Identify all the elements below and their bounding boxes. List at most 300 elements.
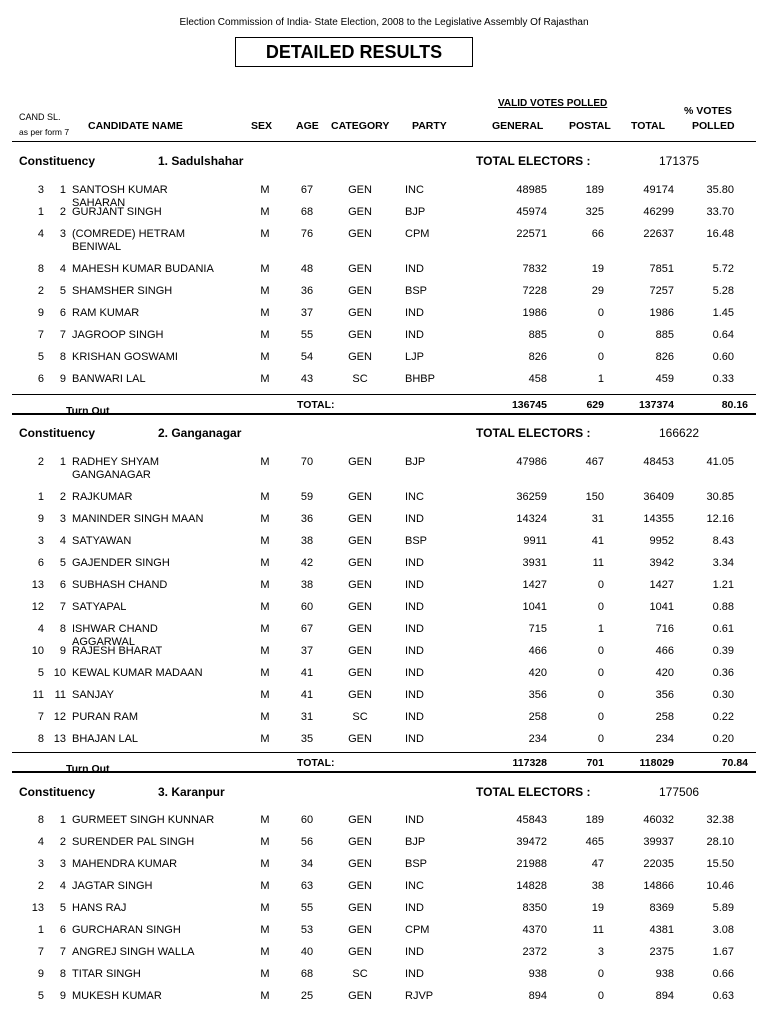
candidate-name: TITAR SINGH <box>72 968 141 980</box>
general-votes: 3931 <box>522 557 547 569</box>
sex: M <box>260 880 270 892</box>
category: GEN <box>348 667 372 679</box>
postal-votes: 0 <box>597 601 604 613</box>
category: GEN <box>348 535 372 547</box>
postal-votes: 0 <box>597 990 604 1002</box>
total-votes: 466 <box>655 645 674 657</box>
vote-percent: 0.22 <box>712 711 734 723</box>
candidate-row <box>0 814 768 828</box>
postal-votes: 19 <box>591 902 604 914</box>
category-header: CATEGORY <box>331 120 390 132</box>
category: GEN <box>348 858 372 870</box>
candidate-name: KRISHAN GOSWAMI <box>72 351 178 363</box>
candidate-name: GAJENDER SINGH <box>72 557 170 569</box>
candidate-row <box>0 307 768 321</box>
category: GEN <box>348 924 372 936</box>
category: GEN <box>348 228 372 240</box>
cand-number: 12 <box>31 601 44 613</box>
party: IND <box>405 263 424 275</box>
total-label: TOTAL: <box>297 399 335 411</box>
candidate-name: HANS RAJ <box>72 902 127 914</box>
party: IND <box>405 814 424 826</box>
cand-number: 11 <box>32 689 44 701</box>
total-votes: 459 <box>655 373 674 385</box>
sex: M <box>260 535 270 547</box>
sex: M <box>260 836 270 848</box>
serial-number: 13 <box>53 733 66 745</box>
vote-percent: 0.64 <box>712 329 734 341</box>
total-top-rule <box>12 752 756 753</box>
general-votes: 894 <box>528 990 547 1002</box>
total-votes: 36409 <box>643 491 674 503</box>
category: GEN <box>348 579 372 591</box>
candidate-row <box>0 645 768 659</box>
category: GEN <box>348 689 372 701</box>
serial-number: 7 <box>59 946 66 958</box>
pct-votes-header: % VOTES <box>684 105 732 117</box>
age: 37 <box>300 645 314 657</box>
age: 37 <box>300 307 314 319</box>
age: 70 <box>300 456 314 468</box>
candidate-name: MANINDER SINGH MAAN <box>72 513 204 525</box>
serial-number: 5 <box>59 902 66 914</box>
category: SC <box>352 968 368 980</box>
total-votes: 2375 <box>649 946 674 958</box>
turnout-label: Turn Out <box>66 763 110 775</box>
total-bottom-rule <box>12 413 756 415</box>
category: GEN <box>348 902 372 914</box>
candidate-row <box>0 285 768 299</box>
vote-percent: 3.08 <box>712 924 734 936</box>
total-votes: 234 <box>655 733 674 745</box>
party: BSP <box>405 535 428 547</box>
vote-percent: 8.43 <box>712 535 734 547</box>
category: GEN <box>348 184 372 196</box>
party: BHBP <box>405 373 435 385</box>
vote-percent: 0.33 <box>712 373 734 385</box>
serial-number: 6 <box>59 924 66 936</box>
serial-number: 9 <box>59 990 66 1002</box>
cand-number: 4 <box>37 836 44 848</box>
category: GEN <box>348 645 372 657</box>
postal-votes: 465 <box>585 836 604 848</box>
sex: M <box>260 206 270 218</box>
party: BSP <box>405 285 428 297</box>
postal-votes: 0 <box>597 351 604 363</box>
vote-percent: 0.36 <box>712 667 734 679</box>
cand-number: 9 <box>37 513 44 525</box>
postal-votes: 189 <box>585 184 604 196</box>
candidate-name: SANJAY <box>72 689 114 701</box>
postal-votes: 325 <box>585 206 604 218</box>
party: IND <box>405 946 424 958</box>
party-header: PARTY <box>412 120 447 132</box>
total-votes: 1427 <box>649 579 674 591</box>
age: 34 <box>300 858 314 870</box>
total-votes: 22637 <box>643 228 674 240</box>
cand-number: 6 <box>37 373 44 385</box>
category: SC <box>352 711 368 723</box>
vote-percent: 5.72 <box>712 263 734 275</box>
general-votes: 45843 <box>516 814 547 826</box>
cand-number: 7 <box>37 946 44 958</box>
party: IND <box>405 601 424 613</box>
vote-percent: 15.50 <box>706 858 734 870</box>
candidate-name: JAGTAR SINGH <box>72 880 153 892</box>
candidate-row <box>0 689 768 703</box>
vote-percent: 0.88 <box>712 601 734 613</box>
age: 68 <box>300 206 314 218</box>
serial-number: 6 <box>59 579 66 591</box>
sex: M <box>260 285 270 297</box>
total-votes: 938 <box>655 968 674 980</box>
total-bottom-rule <box>12 771 756 773</box>
polled-header: POLLED <box>692 120 735 132</box>
candidate-name: SANTOSH KUMAR SAHARAN <box>72 184 168 209</box>
candidate-row <box>0 535 768 549</box>
turnout-value: 80.16 <box>721 399 748 411</box>
general-votes: 1986 <box>522 307 547 319</box>
candidate-name: BHAJAN LAL <box>72 733 139 745</box>
cand-number: 5 <box>37 990 44 1002</box>
general-votes: 466 <box>528 645 547 657</box>
candidate-row <box>0 968 768 982</box>
cand-number: 4 <box>37 623 44 635</box>
sex: M <box>260 968 270 980</box>
candidate-name: SATYAPAL <box>72 601 127 613</box>
age: 54 <box>300 351 314 363</box>
cand-sl-header: CAND SL. <box>19 112 61 122</box>
serial-number: 5 <box>59 285 66 297</box>
postal-votes: 1 <box>597 373 604 385</box>
category: SC <box>352 373 368 385</box>
age: 76 <box>300 228 314 240</box>
vote-percent: 35.80 <box>706 184 734 196</box>
serial-number: 2 <box>59 206 66 218</box>
turnout-value: 70.84 <box>721 757 748 769</box>
total-votes: 894 <box>655 990 674 1002</box>
candidate-row <box>0 513 768 527</box>
document-source-line: Election Commission of India- State Election, 2008 to the Legislative Assembly Of Rajasthan <box>179 17 589 28</box>
vote-percent: 5.28 <box>712 285 734 297</box>
candidate-name: RAM KUMAR <box>72 307 140 319</box>
vote-percent: 0.20 <box>712 733 734 745</box>
candidate-row <box>0 206 768 220</box>
candidate-row <box>0 579 768 593</box>
page-title: DETAILED RESULTS <box>235 37 473 67</box>
vote-percent: 0.61 <box>712 623 734 635</box>
sex: M <box>260 228 270 240</box>
cand-number: 8 <box>37 814 44 826</box>
serial-number: 7 <box>59 329 66 341</box>
category: GEN <box>348 329 372 341</box>
age: 67 <box>300 623 314 635</box>
total-postal: 629 <box>586 399 604 411</box>
category: GEN <box>348 206 372 218</box>
party: IND <box>405 902 424 914</box>
postal-votes: 66 <box>591 228 604 240</box>
vote-percent: 0.66 <box>712 968 734 980</box>
vote-percent: 5.89 <box>712 902 734 914</box>
candidate-name: GURMEET SINGH KUNNAR <box>72 814 215 826</box>
age: 31 <box>300 711 314 723</box>
postal-votes: 0 <box>597 689 604 701</box>
vote-percent: 41.05 <box>706 456 734 468</box>
age: 38 <box>300 579 314 591</box>
constituency-label: Constituency <box>19 154 96 168</box>
general-votes: 420 <box>528 667 547 679</box>
cand-number: 7 <box>37 329 44 341</box>
vote-percent: 0.63 <box>712 990 734 1002</box>
party: RJVP <box>405 990 434 1002</box>
candidate-row <box>0 329 768 343</box>
age: 35 <box>300 733 314 745</box>
candidate-name: GURJANT SINGH <box>72 206 162 218</box>
postal-votes: 11 <box>592 924 604 936</box>
postal-votes: 0 <box>597 711 604 723</box>
sex: M <box>260 858 270 870</box>
total-general: 117328 <box>512 757 547 769</box>
candidate-name-header: CANDIDATE NAME <box>88 120 183 132</box>
candidate-row <box>0 623 768 648</box>
total-votes: 39937 <box>643 836 674 848</box>
candidate-name: SHAMSHER SINGH <box>72 285 173 297</box>
sex: M <box>260 902 270 914</box>
general-votes: 8350 <box>522 902 547 914</box>
age: 67 <box>300 184 314 196</box>
serial-number: 5 <box>59 557 66 569</box>
vote-percent: 33.70 <box>706 206 734 218</box>
candidate-row <box>0 667 768 681</box>
serial-number: 1 <box>59 814 66 826</box>
category: GEN <box>348 491 372 503</box>
cand-number: 8 <box>37 733 44 745</box>
age: 43 <box>300 373 314 385</box>
total-votes: 4381 <box>649 924 674 936</box>
category: GEN <box>348 733 372 745</box>
party: IND <box>405 513 424 525</box>
candidate-row <box>0 946 768 960</box>
sex: M <box>260 689 270 701</box>
cand-number: 3 <box>37 184 44 196</box>
category: GEN <box>348 557 372 569</box>
party: BJP <box>405 836 426 848</box>
sex: M <box>260 601 270 613</box>
general-votes: 36259 <box>516 491 547 503</box>
serial-number: 1 <box>59 184 66 196</box>
candidate-name: RAJESH BHARAT <box>72 645 163 657</box>
candidate-row <box>0 733 768 747</box>
total-electors-label: TOTAL ELECTORS : <box>476 785 591 799</box>
sex: M <box>260 946 270 958</box>
constituency-name: 2. Ganganagar <box>158 426 242 440</box>
general-votes: 14324 <box>516 513 547 525</box>
postal-votes: 0 <box>597 307 604 319</box>
serial-number: 4 <box>59 263 66 275</box>
party: IND <box>405 667 424 679</box>
age: 36 <box>300 285 314 297</box>
cand-number: 5 <box>37 667 44 679</box>
age-header: AGE <box>296 120 319 132</box>
candidate-row <box>0 557 768 571</box>
age: 56 <box>300 836 314 848</box>
candidate-name: RADHEY SHYAM GANGANAGAR <box>72 456 160 481</box>
total-votes: 8369 <box>649 902 674 914</box>
cand-number: 6 <box>37 557 44 569</box>
sex: M <box>260 711 270 723</box>
category: GEN <box>348 513 372 525</box>
sex: M <box>260 184 270 196</box>
postal-votes: 150 <box>585 491 604 503</box>
constituency-label: Constituency <box>19 426 96 440</box>
category: GEN <box>348 946 372 958</box>
sex: M <box>260 513 270 525</box>
serial-number: 4 <box>59 535 66 547</box>
cand-number: 10 <box>31 645 44 657</box>
general-votes: 22571 <box>516 228 547 240</box>
candidate-name: BANWARI LAL <box>72 373 146 385</box>
category: GEN <box>348 307 372 319</box>
category: GEN <box>348 814 372 826</box>
candidate-row <box>0 373 768 387</box>
postal-votes: 0 <box>597 968 604 980</box>
cand-number: 1 <box>37 924 44 936</box>
serial-number: 9 <box>59 373 66 385</box>
vote-percent: 12.16 <box>706 513 734 525</box>
total-votes: 3942 <box>649 557 674 569</box>
candidate-row <box>0 902 768 916</box>
vote-percent: 0.60 <box>712 351 734 363</box>
candidate-name: SURENDER PAL SINGH <box>72 836 195 848</box>
sex: M <box>260 667 270 679</box>
header-rule <box>12 141 756 142</box>
candidate-row <box>0 263 768 277</box>
cand-number: 5 <box>37 351 44 363</box>
party: LJP <box>405 351 424 363</box>
category: GEN <box>348 880 372 892</box>
candidate-row <box>0 711 768 725</box>
category: GEN <box>348 601 372 613</box>
candidate-name: ANGREJ SINGH WALLA <box>72 946 195 958</box>
serial-number: 2 <box>59 836 66 848</box>
postal-votes: 38 <box>591 880 604 892</box>
total-votes: 7851 <box>649 263 674 275</box>
candidate-name: KEWAL KUMAR MADAAN <box>72 667 203 679</box>
total-votes: 885 <box>655 329 674 341</box>
postal-votes: 0 <box>597 329 604 341</box>
general-votes: 1041 <box>522 601 547 613</box>
vote-percent: 16.48 <box>706 228 734 240</box>
candidate-name: MAHENDRA KUMAR <box>72 858 178 870</box>
total-votes: 7257 <box>649 285 674 297</box>
age: 25 <box>300 990 314 1002</box>
postal-votes: 189 <box>585 814 604 826</box>
postal-votes: 0 <box>597 645 604 657</box>
serial-number: 2 <box>59 491 66 503</box>
general-votes: 458 <box>528 373 547 385</box>
total-electors-value: 171375 <box>659 154 700 168</box>
postal-votes: 0 <box>597 579 604 591</box>
party: IND <box>405 711 424 723</box>
general-votes: 258 <box>528 711 547 723</box>
candidate-name: MUKESH KUMAR <box>72 990 162 1002</box>
age: 53 <box>300 924 314 936</box>
age: 48 <box>300 263 314 275</box>
as-per-form-header: as per form 7 <box>19 127 70 137</box>
cand-number: 13 <box>31 579 44 591</box>
party: BJP <box>405 456 426 468</box>
age: 55 <box>300 329 314 341</box>
total-votes: 118029 <box>639 757 674 769</box>
serial-number: 10 <box>53 667 66 679</box>
candidate-row <box>0 491 768 505</box>
total-label: TOTAL: <box>297 757 335 769</box>
serial-number: 3 <box>59 513 66 525</box>
candidate-row <box>0 924 768 938</box>
category: GEN <box>348 990 372 1002</box>
party: IND <box>405 329 424 341</box>
general-votes: 826 <box>528 351 547 363</box>
category: GEN <box>348 623 372 635</box>
serial-number: 11 <box>54 689 66 701</box>
postal-votes: 3 <box>597 946 604 958</box>
age: 40 <box>300 946 314 958</box>
total-electors-value: 166622 <box>659 426 700 440</box>
turnout-label: Turn Out <box>66 405 110 417</box>
general-votes: 7228 <box>522 285 547 297</box>
total-electors-label: TOTAL ELECTORS : <box>476 154 591 168</box>
total-votes: 356 <box>655 689 674 701</box>
total-votes: 137374 <box>638 399 674 411</box>
age: 63 <box>300 880 314 892</box>
total-votes: 716 <box>655 623 674 635</box>
general-votes: 885 <box>528 329 547 341</box>
general-votes: 715 <box>528 623 547 635</box>
general-votes: 7832 <box>522 263 547 275</box>
serial-number: 6 <box>59 307 66 319</box>
candidate-name: SATYAWAN <box>72 535 132 547</box>
total-votes: 826 <box>655 351 674 363</box>
postal-votes: 47 <box>591 858 604 870</box>
candidate-name: RAJKUMAR <box>72 491 133 503</box>
age: 41 <box>300 689 314 701</box>
postal-votes: 19 <box>591 263 604 275</box>
cand-number: 1 <box>37 206 44 218</box>
age: 41 <box>300 667 314 679</box>
general-votes: 45974 <box>516 206 547 218</box>
candidate-row <box>0 456 768 484</box>
cand-number: 2 <box>37 880 44 892</box>
party: INC <box>405 491 424 503</box>
candidate-row <box>0 351 768 365</box>
total-top-rule <box>12 394 756 395</box>
postal-votes: 41 <box>591 535 604 547</box>
vote-percent: 28.10 <box>706 836 734 848</box>
general-votes: 9911 <box>523 535 547 547</box>
sex: M <box>260 990 270 1002</box>
sex: M <box>260 623 270 635</box>
party: INC <box>405 184 424 196</box>
candidate-name: MAHESH KUMAR BUDANIA <box>72 263 214 275</box>
sex: M <box>260 814 270 826</box>
total-votes: 14355 <box>643 513 674 525</box>
general-votes: 2372 <box>522 946 547 958</box>
party: CPM <box>405 924 430 936</box>
vote-percent: 1.67 <box>712 946 734 958</box>
general-votes: 39472 <box>516 836 547 848</box>
sex: M <box>260 557 270 569</box>
candidate-row <box>0 184 768 209</box>
